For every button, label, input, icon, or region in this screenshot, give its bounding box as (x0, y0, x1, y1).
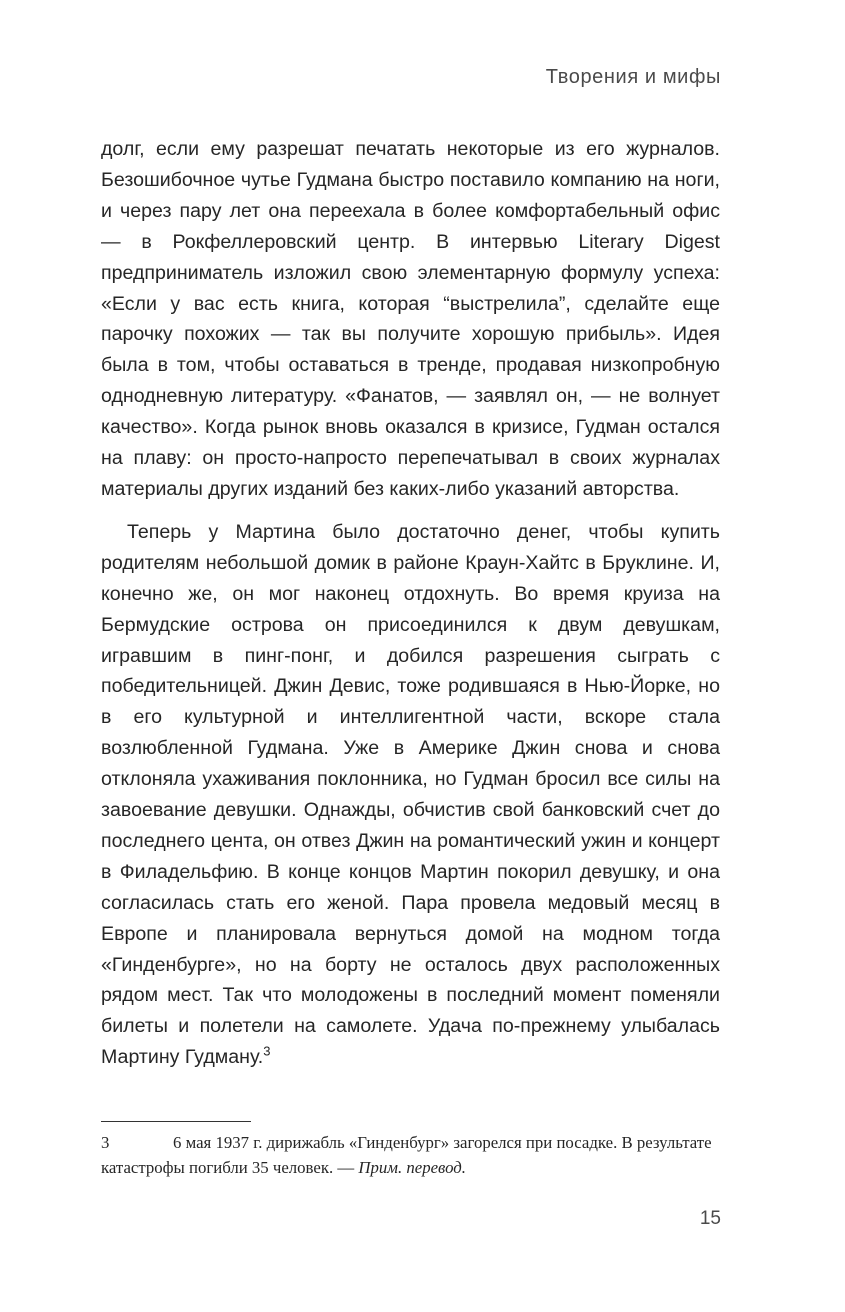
paragraph-text: долг, если ему разрешат печатать некоторые из его журналов. Безошибочное чутье Гудмана быстро поставило компанию на ноги, и через пару лет она переехала в более комфортабельный офис — в Рокфеллеровский центр. В интервью Literary Digest предприниматель изложил свою элементарную формулу успеха: «Если у вас есть книга, которая “выстрелила”, сделайте еще парочку похожих — так вы получите хорошую прибыль». Идея была в том, чтобы оставаться в тренде, продавая низкопробную однодневную литературу. «Фанатов, — заявлял он, — не волнует качество». Когда рынок вновь оказался в кризисе, Гудман остался на плаву: он просто-напросто перепечатывал в своих журналах материалы других изданий без каких-либо указаний авторства. (101, 138, 720, 500)
paragraph (101, 134, 720, 505)
footnote-text: 6 мая 1937 г. дирижабль «Гинденбург» загорелся при посадке. В результате катастрофы погибли 35 человек. — (101, 1133, 712, 1177)
running-title: Творения и мифы (545, 66, 721, 88)
body-text (101, 134, 720, 1073)
footnote-divider (101, 1121, 251, 1122)
paragraph-text: Теперь у Мартина было достаточно денег, чтобы купить родителям небольшой домик в районе Краун-Хайтс в Бруклине. И, конечно же, он мог наконец отдохнуть. Во время круиза на Бермудские острова он присоединился к двум девушкам, игравшим в пинг-понг, и добился разрешения сыграть с победительницей. Джин Девис, тоже родившаяся в Нью-Йорке, но в его культурной и интеллигентной части, вскоре стала возлюбленной Гудмана. Уже в Америке Джин снова и снова отклоняла ухаживания поклонника, но Гудман бросил все силы на завоевание девушки. Однажды, обчистив свой банковский счет до последнего цента, он отвез Джин на романтический ужин и концерт в Филадельфию. В конце концов Мартин покорил девушку, и она согласилась стать его женой. Пара провела медовый месяц в Европе и планировала вернуться домой на модном тогда «Гинденбурге», но на борту не осталось двух расположенных рядом мест. Так что молодожены в последний момент поменяли билеты и полетели на самолете. Удача по-прежнему улыбалась Мартину Гудману. (101, 520, 720, 1069)
footnote (101, 1130, 720, 1180)
footnote-translator-note: Прим. перевод. (358, 1158, 466, 1177)
page-number: 15 (699, 1208, 721, 1229)
footnote-number: 3 (101, 1133, 110, 1152)
footnote-reference[interactable]: 3 (263, 1043, 271, 1059)
paragraph (101, 517, 720, 1073)
